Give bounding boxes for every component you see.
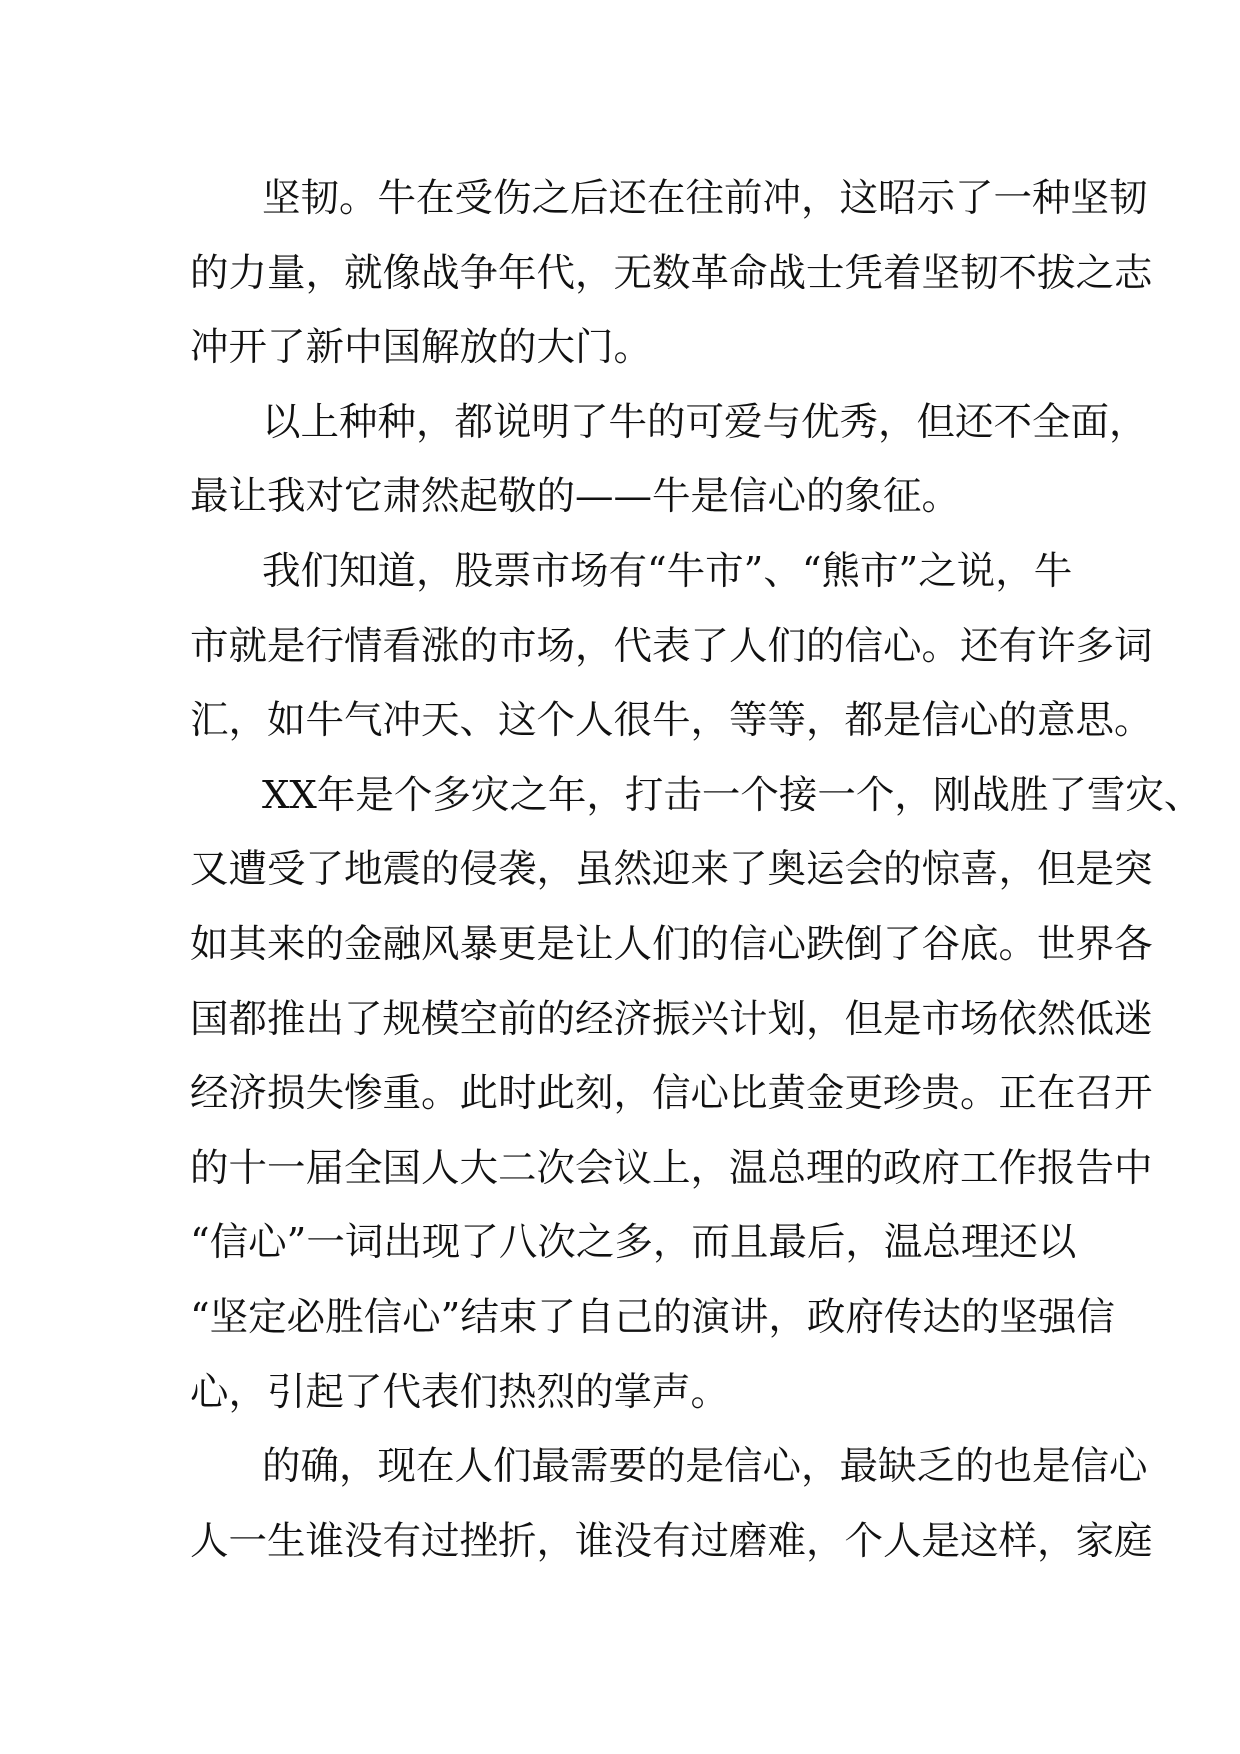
body-text	[190, 162, 1203, 1579]
text-line: 的力量，就像战争年代，无数革命战士凭着坚韧不拔之志	[190, 250, 1153, 296]
text-line: 市就是行情看涨的市场，代表了人们的信心。还有许多词	[190, 623, 1153, 669]
text-line: 冲开了新中国解放的大门。	[190, 325, 653, 371]
text-line: 心，引起了代表们热烈的掌声。	[190, 1369, 730, 1415]
text-line: 最让我对它肃然起敬的——牛是信心的象征。	[190, 474, 961, 520]
text-line: 汇，如牛气冲天、这个人很牛，等等，都是信心的意思。	[190, 698, 1153, 744]
text-line: 的确，现在人们最需要的是信心，最缺乏的也是信心	[262, 1444, 1148, 1490]
text-line: 我们知道，股票市场有“牛市”、“熊市”之说，牛	[262, 548, 1073, 594]
text-line: “信心”一词出现了八次之多，而且最后，温总理还以	[190, 1220, 1077, 1266]
text-line: 以上种种，都说明了牛的可爱与优秀，但还不全面，	[262, 399, 1148, 445]
text-line: 的十一届全国人大二次会议上，温总理的政府工作报告中	[190, 1145, 1153, 1191]
text-line: “坚定必胜信心”结束了自己的演讲，政府传达的坚强信	[190, 1294, 1115, 1340]
text-line: 国都推出了规模空前的经济振兴计划，但是市场依然低迷	[190, 996, 1153, 1042]
text-line: XX年是个多灾之年，打击一个接一个，刚战胜了雪灾、	[262, 772, 1203, 818]
text-line: 坚韧。牛在受伤之后还在往前冲，这昭示了一种坚韧	[262, 176, 1148, 221]
text-line: 如其来的金融风暴更是让人们的信心跌倒了谷底。世界各	[190, 921, 1153, 967]
text-line: 人一生谁没有过挫折，谁没有过磨难，个人是这样，家庭	[190, 1518, 1153, 1564]
text-line: 又遭受了地震的侵袭，虽然迎来了奥运会的惊喜，但是突	[190, 847, 1153, 893]
text-line: 经济损失惨重。此时此刻，信心比黄金更珍贵。正在召开	[190, 1071, 1153, 1117]
